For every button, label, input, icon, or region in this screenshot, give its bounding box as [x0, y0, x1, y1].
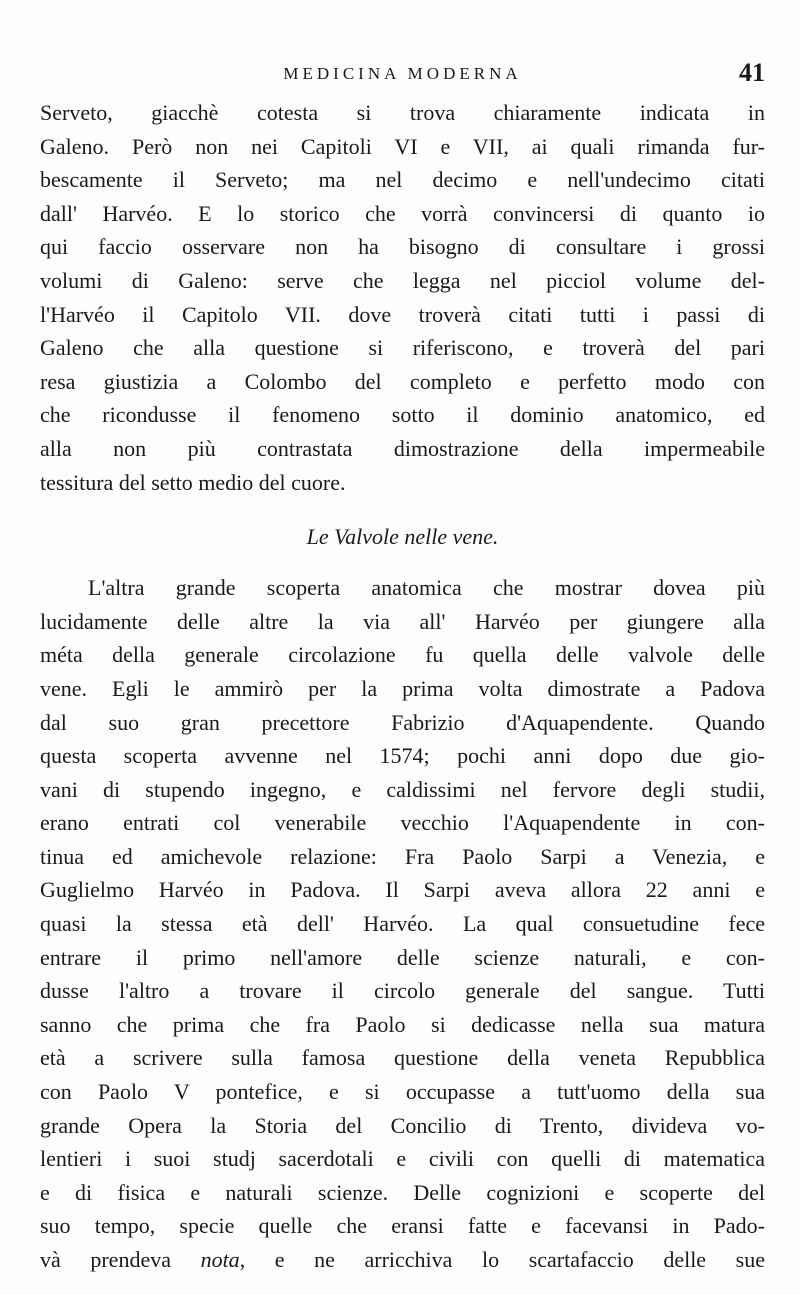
section-heading: Le Valvole nelle vene. [306, 524, 499, 550]
text-line: lucidamente delle altre la via all' Harvéo per giungere alla [40, 608, 765, 634]
text-line: sanno che prima che fra Paolo si dedicasse nella sua matura [40, 1011, 765, 1037]
text-line: e di fisica e naturali scienze. Delle cognizioni e scoperte del [40, 1179, 765, 1205]
text-line: bescamente il Serveto; ma nel decimo e nell'undecimo citati [40, 167, 765, 193]
text-line: volumi di Galeno: serve che legga nel picciol volume del- [40, 267, 765, 293]
text-line: l'Harvéo il Capitolo VII. dove troverà citati tutti i passi di [40, 301, 765, 327]
text-line: vene. Egli le ammirò per la prima volta dimostrate a Padova [40, 675, 765, 701]
text-line: entrare il primo nell'amore delle scienze naturali, e con- [40, 944, 765, 970]
body-text [40, 96, 765, 1277]
text-line: resa giustizia a Colombo del completo e perfetto modo con [40, 368, 765, 394]
text-line: vani di stupendo ingegno, e caldissimi nel fervore degli studii, [40, 776, 765, 802]
page-number: 41 [739, 58, 765, 87]
text-line: erano entrati col venerabile vecchio l'Aquapendente in con- [40, 810, 765, 836]
paragraph-2 [40, 571, 765, 1276]
text-line: méta della generale circolazione fu quella delle valvole delle [40, 642, 765, 668]
italic-word: nota [200, 1247, 240, 1272]
text-line: età a scrivere sulla famosa questione della veneta Repubblica [40, 1045, 765, 1071]
text-line: tessitura del setto medio del cuore. [40, 469, 346, 495]
paragraph-1 [40, 96, 765, 499]
text-line: dusse l'altro a trovare il circolo generale del sangue. Tutti [40, 978, 765, 1004]
text-line: lentieri i suoi studj sacerdotali e civili con quelli di matematica [40, 1146, 765, 1172]
text-line: questa scoperta avvenne nel 1574; pochi anni dopo due gio- [40, 743, 765, 769]
text-line: L'altra grande scoperta anatomica che mostrar dovea più [88, 575, 765, 601]
text-line: dall' Harvéo. E lo storico che vorrà convincersi di quanto io [40, 200, 765, 226]
text-line: quasi la stessa età dell' Harvéo. La qual consuetudine fece [40, 911, 765, 937]
text-line: Serveto, giacchè cotesta si trova chiaramente indicata in [40, 100, 765, 125]
text-line: grande Opera la Storia del Concilio di Trento, divideva vo- [40, 1112, 765, 1138]
text-line: con Paolo V pontefice, e si occupasse a tutt'uomo della sua [40, 1079, 765, 1105]
text-line: tinua ed amichevole relazione: Fra Paolo Sarpi a Venezia, e [40, 843, 765, 869]
text-line: che ricondusse il fenomeno sotto il dominio anatomico, ed [40, 402, 765, 428]
text-line: Guglielmo Harvéo in Padova. Il Sarpi aveva allora 22 anni e [40, 877, 765, 903]
running-head [40, 58, 765, 94]
text-line: qui faccio osservare non ha bisogno di consultare i grossi [40, 234, 765, 260]
text-span: , e ne arricchiva lo scartafaccio delle sue [239, 1247, 765, 1272]
text-line: dal suo gran precettore Fabrizio d'Aquapendente. Quando [40, 709, 765, 735]
text-line: Galeno. Però non nei Capitoli VI e VII, ai quali rimanda fur- [40, 133, 765, 159]
running-title: MEDICINA MODERNA [283, 64, 522, 83]
text-line: Galeno che alla questione si riferiscono, e troverà del pari [40, 335, 765, 361]
text-line: alla non più contrastata dimostrazione della impermeabile [40, 435, 765, 461]
text-span: và prendeva [40, 1247, 201, 1272]
text-line-last [40, 1243, 765, 1277]
text-line: suo tempo, specie quelle che eransi fatte e facevansi in Pado- [40, 1213, 765, 1239]
